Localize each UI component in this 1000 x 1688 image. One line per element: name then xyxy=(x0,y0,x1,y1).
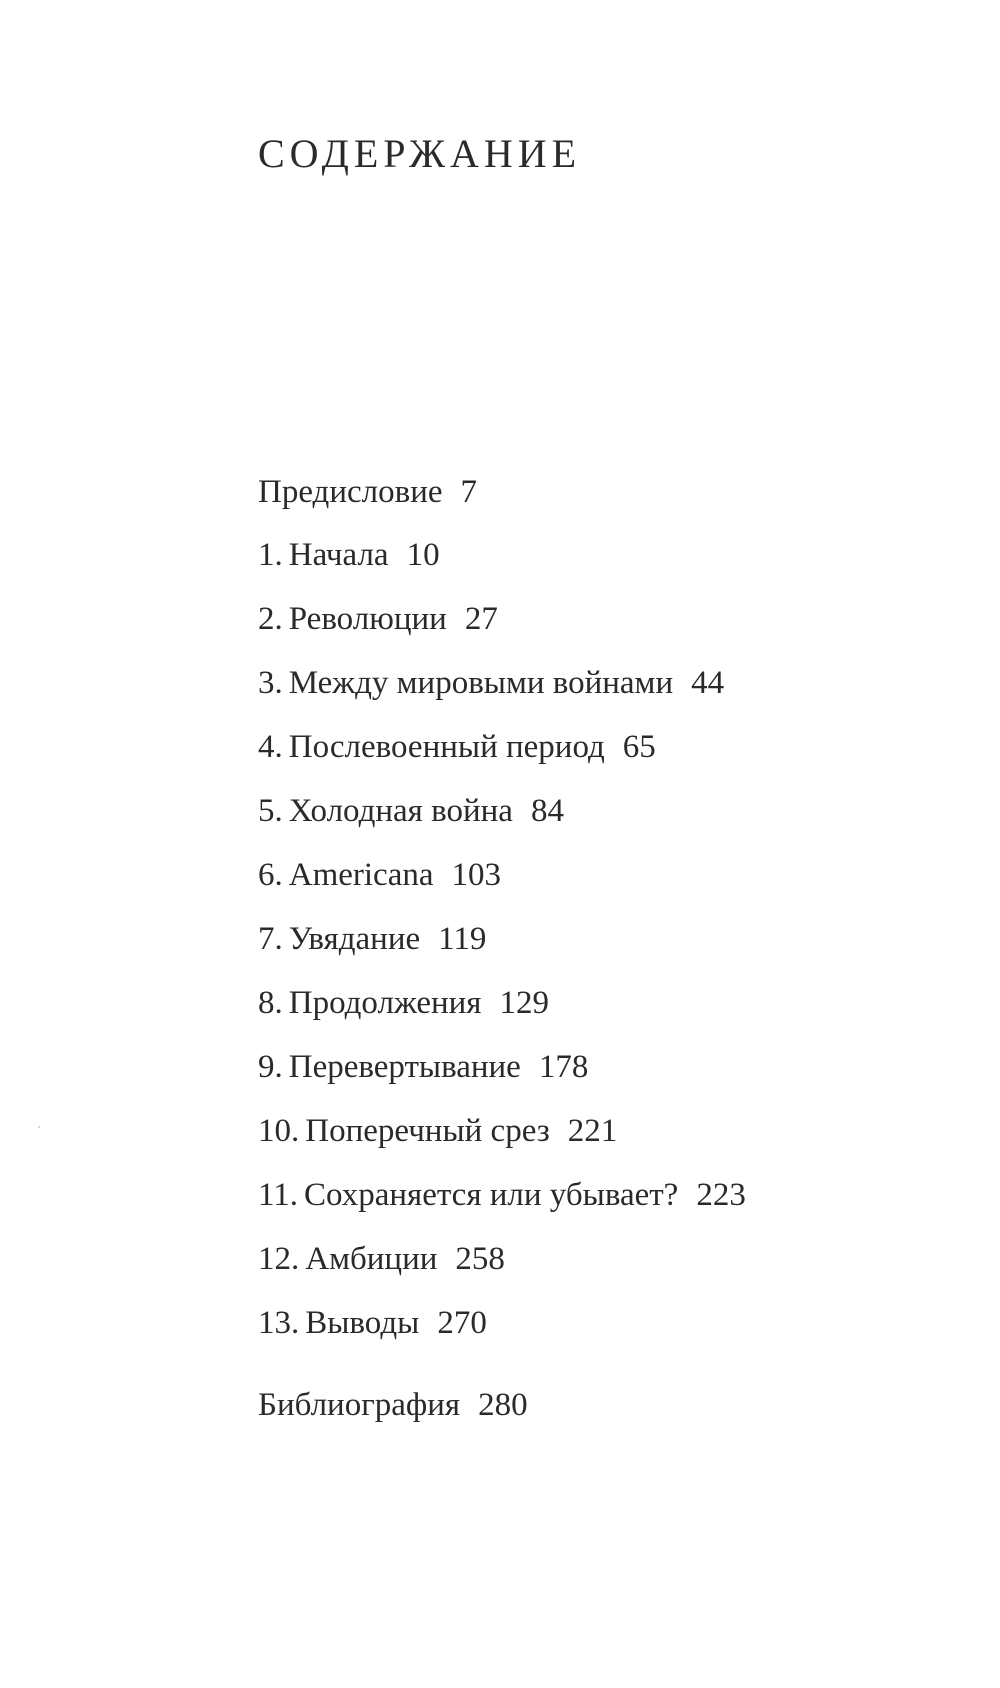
margin-speck xyxy=(38,1126,40,1128)
toc-entry-title: Поперечный срез xyxy=(305,1113,550,1149)
toc-entry-9 xyxy=(258,1047,588,1087)
toc-entry-page: 258 xyxy=(455,1241,505,1277)
page-title: СОДЕРЖАНИЕ xyxy=(258,131,582,176)
toc-entry-page: 103 xyxy=(451,857,501,893)
toc-entry-10 xyxy=(258,1111,617,1151)
toc-entry-title: Послевоенный период xyxy=(288,729,605,765)
toc-entry-page: 119 xyxy=(438,921,487,957)
toc-entry-number: 8. xyxy=(258,985,283,1021)
toc-entry-page: 280 xyxy=(478,1387,528,1423)
toc-entry-2 xyxy=(258,599,498,639)
toc-entry-page: 129 xyxy=(499,985,549,1021)
toc-entry-title: Выводы xyxy=(305,1305,420,1341)
toc-entry-title: Начала xyxy=(288,537,389,573)
toc-entry-3 xyxy=(258,663,724,703)
toc-entry-11 xyxy=(258,1175,746,1215)
toc-entry-page: 178 xyxy=(538,1049,589,1085)
toc-entry-number: 6. xyxy=(258,857,283,893)
toc-entry-title: Амбиции xyxy=(305,1241,438,1277)
toc-entry-page: 223 xyxy=(696,1177,746,1213)
toc-entry-number: 4. xyxy=(258,729,283,765)
toc-entry-4 xyxy=(258,727,656,767)
toc-entry-title: Между мировыми войнами xyxy=(288,665,674,701)
toc-entry-number: 3. xyxy=(258,665,283,701)
toc-entry-12 xyxy=(258,1239,505,1279)
toc-entry-6 xyxy=(258,855,501,895)
toc-entry-title: Продолжения xyxy=(288,985,482,1021)
toc-entry-number: 11. xyxy=(258,1177,299,1213)
toc-entry-page: 7 xyxy=(460,474,477,510)
toc-entry-page: 44 xyxy=(691,665,725,701)
toc-entry-7 xyxy=(258,919,486,959)
toc-entry-page: 270 xyxy=(437,1305,487,1341)
toc-entry-title: Библиография xyxy=(258,1387,461,1423)
toc-entry-preface xyxy=(258,472,477,512)
toc-entry-number: 10. xyxy=(258,1113,300,1149)
toc-entry-title: Увядание xyxy=(288,921,421,957)
toc-entry-number: 9. xyxy=(258,1049,283,1085)
toc-entry-title: Предисловие xyxy=(258,474,443,510)
toc-entry-1 xyxy=(258,535,440,575)
toc-entry-page: 10 xyxy=(406,537,440,573)
toc-entry-number: 12. xyxy=(258,1241,300,1277)
toc-entry-title: Перевертывание xyxy=(288,1049,521,1085)
toc-entry-title: Революции xyxy=(288,601,447,637)
toc-entry-title: Сохраняется или убывает? xyxy=(304,1177,679,1213)
toc-entry-page: 221 xyxy=(567,1113,618,1149)
toc-entry-title: Americana xyxy=(288,857,434,893)
toc-entry-number: 1. xyxy=(258,537,283,573)
toc-entry-page: 27 xyxy=(464,601,498,637)
toc-entry-number: 13. xyxy=(258,1305,300,1341)
toc-entry-13 xyxy=(258,1303,487,1343)
toc-entry-number: 2. xyxy=(258,601,283,637)
toc-entry-number: 7. xyxy=(258,921,283,957)
toc-entry-page: 65 xyxy=(622,729,656,765)
toc-entry-title: Холодная война xyxy=(288,793,513,829)
toc-entry-bibliography xyxy=(258,1385,528,1425)
toc-entry-5 xyxy=(258,791,564,831)
toc-entry-number: 5. xyxy=(258,793,283,829)
toc-entry-8 xyxy=(258,983,549,1023)
toc-entry-page: 84 xyxy=(530,793,564,829)
